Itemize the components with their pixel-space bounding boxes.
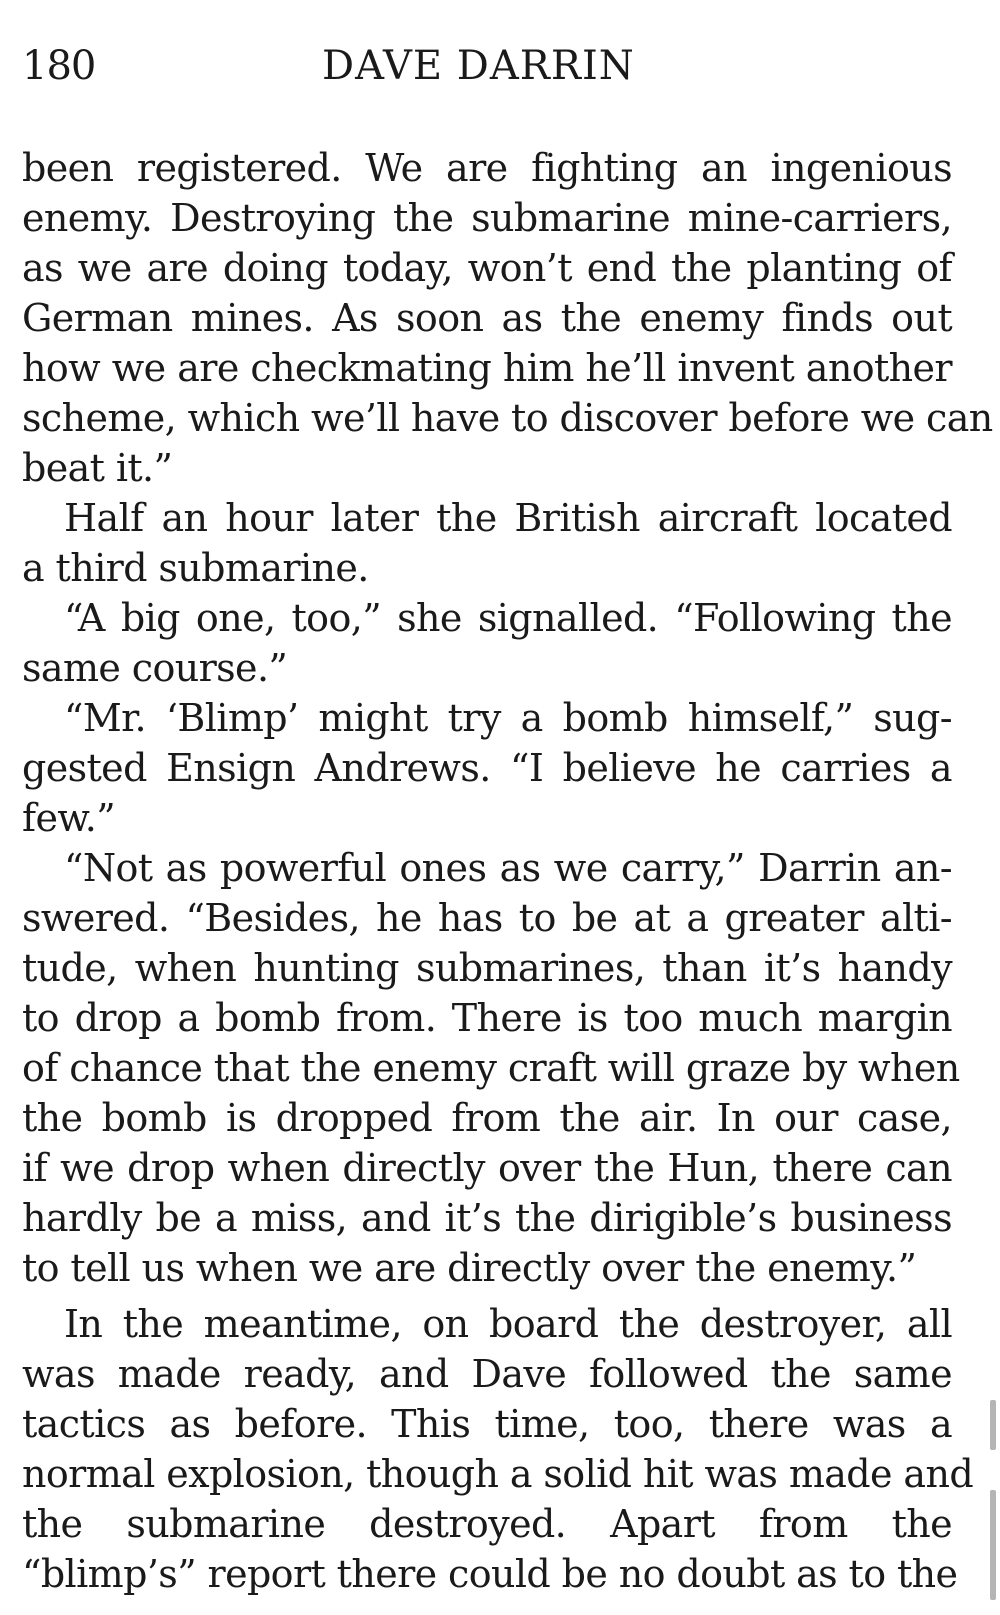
text-line: tude, when hunting submarines, than it’s handy	[22, 946, 952, 990]
text-line: been registered. We are fighting an ingenious	[22, 146, 952, 190]
page-body	[22, 143, 993, 1599]
text-line: same course.”	[22, 646, 288, 690]
text-line: hardly be a miss, and it’s the dirigible’s business	[22, 1196, 952, 1240]
text-line: swered. “Besides, he has to be at a greater alti-	[22, 896, 952, 940]
text-line: scheme, which we’ll have to discover before we can	[22, 396, 993, 440]
page-edge-shadow	[990, 1490, 996, 1600]
page-number: 180	[22, 43, 96, 89]
text-line: few.”	[22, 796, 116, 840]
text-line: Half an hour later the British aircraft located	[64, 496, 952, 540]
text-line: the bomb is dropped from the air. In our case,	[22, 1096, 952, 1140]
text-line: the submarine destroyed. Apart from the	[22, 1502, 952, 1546]
page-edge-shadow	[990, 1400, 996, 1450]
text-line: In the meantime, on board the destroyer, all	[64, 1302, 952, 1346]
text-line: as we are doing today, won’t end the planting of	[22, 246, 952, 290]
text-line: “blimp’s” report there could be no doubt as to the	[22, 1552, 958, 1596]
running-head: DAVE DARRIN	[322, 43, 635, 89]
text-line: if we drop when directly over the Hun, there can	[22, 1146, 952, 1190]
text-line: “Not as powerful ones as we carry,” Darrin an-	[64, 846, 952, 890]
text-line: normal explosion, though a solid hit was made and	[22, 1452, 974, 1496]
text-line: a third submarine.	[22, 546, 369, 590]
text-line: beat it.”	[22, 446, 173, 490]
text-line: gested Ensign Andrews. “I believe he carries a	[22, 746, 952, 790]
text-line: “Mr. ‘Blimp’ might try a bomb himself,” sug-	[64, 696, 952, 740]
text-line: to drop a bomb from. There is too much margin	[22, 996, 952, 1040]
text-line: German mines. As soon as the enemy finds out	[22, 296, 952, 340]
text-line: of chance that the enemy craft will graze by when	[22, 1046, 960, 1090]
text-line: enemy. Destroying the submarine mine-carriers,	[22, 196, 952, 240]
text-line: was made ready, and Dave followed the same	[22, 1352, 952, 1396]
text-line: how we are checkmating him he’ll invent another	[22, 346, 952, 390]
text-line: “A big one, too,” she signalled. “Following the	[64, 596, 952, 640]
text-line: tactics as before. This time, too, there was a	[22, 1402, 952, 1446]
page-header	[22, 36, 952, 96]
text-line: to tell us when we are directly over the enemy.”	[22, 1246, 917, 1290]
